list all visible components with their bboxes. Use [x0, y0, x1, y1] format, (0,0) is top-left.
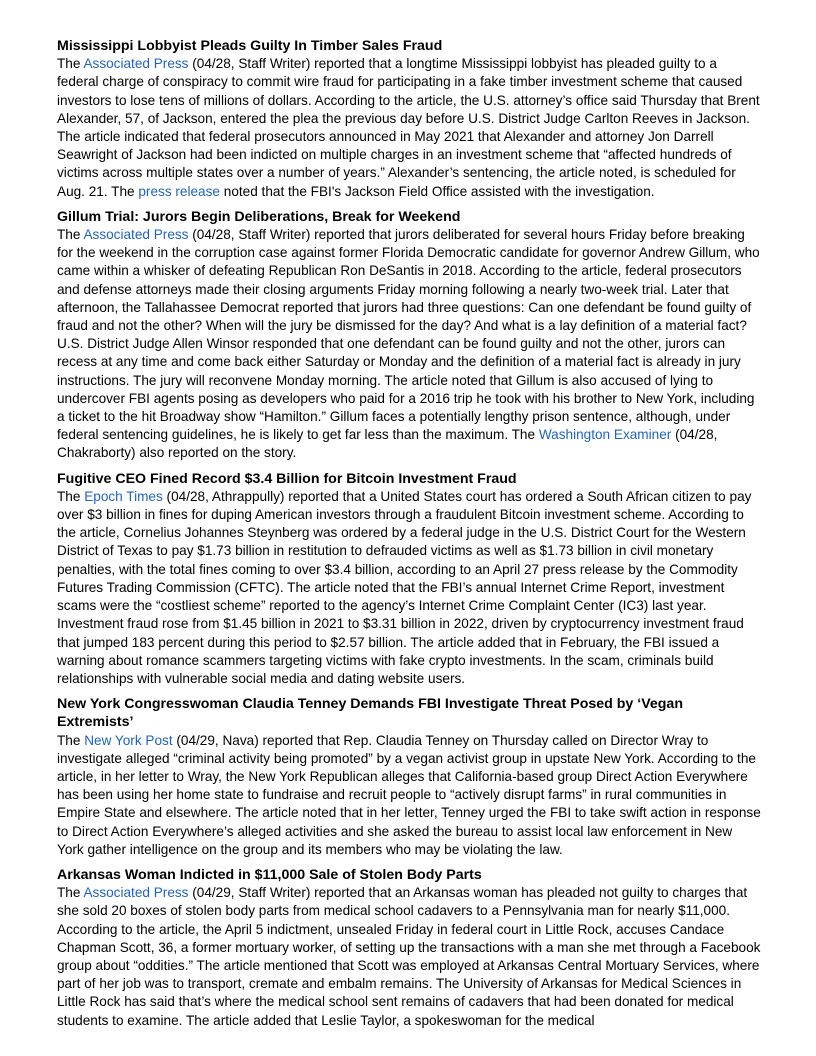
article-headline: Arkansas Woman Indicted in $11,000 Sale of Stolen Body Parts [57, 866, 482, 883]
body-text: (04/28, Athrappully) reported that a United States court has ordered a South African citizen to pay over $3 billion in fines for duping American investors through a fraudulent Bitcoin investment scheme. According to the article, Cornelius Johannes Steynberg was ordered by a federal judge in the U.S. District Court for the Western District of Texas to pay $1.73 billion in restitution to defrauded victims as well as $1.73 billion in civil monetary penalties, with the total fines coming to over $3.4 billion, according to an April 27 press release by the Commodity Futures Trading Commission (CFTC). The article noted that the FBI’s annual Internet Crime Report, investment scams were the “costliest scheme” reported to the agency’s Internet Crime Complaint Center (IC3) last year. Investment fraud rose from $1.45 billion in 2021 to $3.31 billion in 2022, driven by cryptocurrency investment fraud that jumped 183 percent during this period to $2.57 billion. The article added that in February, the FBI issued a warning about romance scammers targeting victims with fake crypto investments. In the scam, criminals build relationships with vulnerable social media and dating website users. [57, 488, 752, 686]
press-release-link[interactable]: press release [138, 183, 220, 199]
article-bitcoin-fraud [57, 470, 762, 688]
body-text: The [57, 56, 84, 72]
article-body-parts [57, 866, 762, 1030]
body-text: (04/29, Staff Writer) reported that an Arkansas woman has pleaded not guilty to charges that she sold 20 boxes of stolen body parts from medical school cadavers to a Pennsylvania man for nearly $11,000. According to the article, the April 5 indictment, unsealed Friday in federal court in Little Rock, accuses Candace Chapman Scott, 36, a former mortuary worker, of setting up the transactions with a man she met through a Facebook group about “oddities.” The article mentioned that Scott was employed at Arkansas Central Mortuary Services, where part of her job was to transport, cremate and embalm remains. The University of Arkansas for Medical Sciences in Little Rock has said that’s where the medical school sent remains of cadavers that had been donated for medical students to examine. The article added that Leslie Taylor, a spokeswoman for the medical [57, 885, 761, 1028]
article-body [57, 55, 762, 201]
body-text: The [57, 488, 85, 504]
article-headline: New York Congresswoman Claudia Tenney Demands FBI Investigate Threat Posed by ‘Vegan Extremists’ [57, 696, 683, 731]
news-digest-page [57, 37, 762, 1037]
article-body [57, 226, 762, 463]
article-body [57, 488, 762, 688]
article-gillum-trial [57, 208, 762, 463]
body-text: (04/28, Chakraborty) also reported on the story. [57, 427, 718, 461]
associated-press-link[interactable]: Associated Press [83, 227, 189, 243]
body-text: (04/28, Staff Writer) reported that jurors deliberated for several hours Friday before breaking for the weekend in the corruption case against former Florida Democratic candidate for governor Andrew Gillum, who came within a whisker of defeating Republican Ron DeSantis in 2018. According to the article, federal prosecutors and defense attorneys made their closing arguments Friday morning following a nearly two-week trial. Later that afternoon, the Tallahassee Democrat reported that jurors had three questions: Can one defendant be found guilty of fraud and not the other? When will the jury be dismissed for the day? And what is a lay definition of a material fact? U.S. District Judge Allen Winsor responded that one defendant can be found guilty and not the other, jurors can recess at any time and come back either Saturday or Monday and the definition of a material fact is already in jury instructions. The jury will reconvene Monday morning. The article noted that Gillum is also accused of lying to undercover FBI agents posing as developers who paid for a 2016 trip he took with his brother to New York, including a ticket to the hit Broadway show “Hamilton.” Gillum faces a potentially lengthy prison sentence, although, under federal sentencing guidelines, he is likely to get far less than the maximum. The [57, 227, 760, 443]
article-headline: Gillum Trial: Jurors Begin Deliberations, Break for Weekend [57, 208, 461, 225]
body-text: The [57, 732, 85, 748]
article-headline: Fugitive CEO Fined Record $3.4 Billion for Bitcoin Investment Fraud [57, 470, 517, 487]
new-york-post-link[interactable]: New York Post [84, 732, 173, 748]
body-text: (04/28, Staff Writer) reported that a longtime Mississippi lobbyist has pleaded guilty to a federal charge of conspiracy to commit wire fraud for participating in a fake timber investment scheme that caused investors to lose tens of millions of dollars. According to the article, the U.S. attorney’s office said Thursday that Brent Alexander, 57, of Jackson, entered the plea the previous day before U.S. District Judge Carlton Reeves in Jackson. The article indicated that federal prosecutors announced in May 2021 that Alexander and attorney Jon Darrell Seawright of Jackson had been indicted on multiple charges in an investment scheme that “affected hundreds of victims across multiple states over a number of years.” Alexander’s sentencing, the article noted, is scheduled for Aug. 21. The [57, 56, 760, 199]
body-text: The [57, 885, 84, 901]
washington-examiner-link[interactable]: Washington Examiner [538, 427, 672, 443]
body-text: noted that the FBI's Jackson Field Office assisted with the investigation. [219, 183, 655, 199]
associated-press-link[interactable]: Associated Press [83, 885, 189, 901]
epoch-times-link[interactable]: Epoch Times [84, 488, 163, 504]
article-headline: Mississippi Lobbyist Pleads Guilty In Timber Sales Fraud [57, 38, 443, 54]
body-text: The [57, 227, 84, 243]
body-text: (04/29, Nava) reported that Rep. Claudia Tenney on Thursday called on Director Wray to investigate alleged “criminal activity being promoted” by a vegan activist group in upstate New York. According to the article, in her letter to Wray, the New York Republican alleges that California-based group Direct Action Everywhere has been using her home state to fundraise and recruit people to “actively disrupt farms” in rural communities in Empire State and elsewhere. The article noted that in her letter, Tenney urged the FBI to take swift action in response to Direct Action Everywhere’s alleged activities and she asked the bureau to assist local law enforcement in New York gather intelligence on the group and its members who may be violating the law. [57, 732, 761, 857]
article-body [57, 884, 762, 1030]
article-tenney-vegan [57, 695, 762, 859]
article-timber-fraud [57, 37, 762, 201]
article-body [57, 732, 762, 859]
associated-press-link[interactable]: Associated Press [83, 56, 189, 72]
